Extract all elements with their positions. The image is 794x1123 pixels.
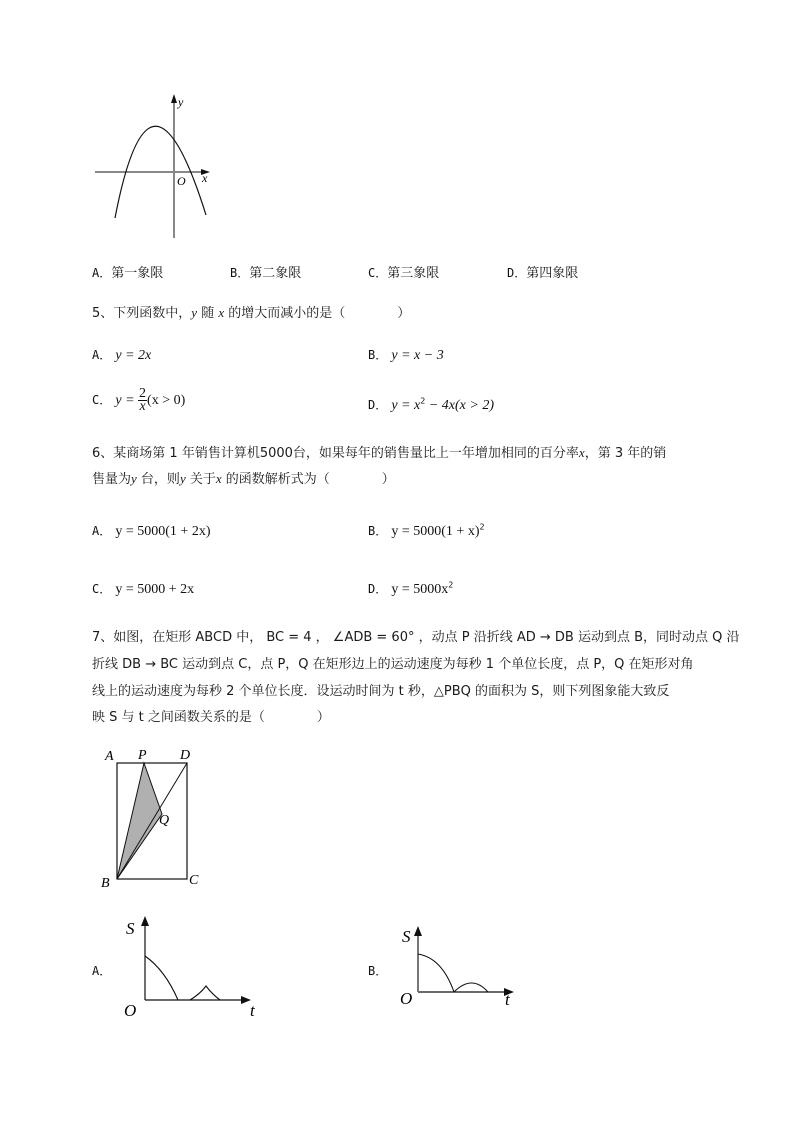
superscript: 2 xyxy=(448,580,454,590)
label-b: B xyxy=(101,876,110,888)
s-axis-label: S xyxy=(402,927,411,946)
option-label: C． xyxy=(92,582,112,596)
option-label: B． xyxy=(368,348,388,362)
var-y: y xyxy=(179,471,186,486)
q5-option-c[interactable] xyxy=(92,388,185,413)
option-label: D． xyxy=(368,582,388,596)
curve-segment-2 xyxy=(190,986,220,1000)
q6-option-a[interactable] xyxy=(92,522,211,540)
option-text: 第三象限 xyxy=(387,266,440,281)
option-label: C． xyxy=(92,393,112,407)
q7-stem-line-2: 折线 DB → BC 运动到点 C，点 P，Q 在矩形边上的运动速度为每秒 1 个单位长度，点 P，Q 在矩形对角 xyxy=(92,657,694,672)
var-y: y xyxy=(131,471,137,486)
option-formula: y = x − 3 xyxy=(391,348,444,363)
q5-option-a[interactable] xyxy=(92,346,151,364)
y-axis-arrow-icon xyxy=(171,94,177,103)
stem-text: 下列函数中， xyxy=(113,306,192,321)
q4-parabola-graph xyxy=(88,90,218,245)
option-label: C． xyxy=(368,266,388,280)
option-formula: y = xyxy=(115,393,139,408)
q7-stem-line-4: 映 S 与 t 之间函数关系的是（ ） xyxy=(92,710,330,725)
q7-option-b-graph xyxy=(398,922,528,1014)
question-number: 5、 xyxy=(92,306,114,321)
option-text: 第一象限 xyxy=(111,266,164,281)
option-formula: y = 5000x xyxy=(391,582,449,597)
diagonal-bd xyxy=(117,763,187,879)
curve-segment-2 xyxy=(454,983,488,992)
question-number: 6、 xyxy=(92,446,114,461)
y-axis-label: y xyxy=(178,95,184,109)
q5-option-b[interactable] xyxy=(368,346,444,364)
stem-text: 某商场第 1 年销售计算机5000台，如果每年的销售量比上一年增加相同的百分率 xyxy=(113,446,579,461)
q4-option-b[interactable] xyxy=(230,262,301,281)
x-axis-label: x xyxy=(202,171,208,185)
label-d: D xyxy=(180,748,191,763)
label-a: A xyxy=(105,749,114,764)
var-y: y xyxy=(191,305,198,320)
option-label: A． xyxy=(92,964,112,978)
stem-text: 台，则 xyxy=(136,472,180,487)
label-p: P xyxy=(138,748,147,763)
q7-rectangle-figure xyxy=(96,742,216,888)
stem-text: 的函数解析式为（ ） xyxy=(221,472,395,487)
superscript: 2 xyxy=(479,522,485,532)
q7-stem-line-3: 线上的运动速度为每秒 2 个单位长度．设运动时间为 t 秒，△PBQ 的面积为 S，则下列图象能大致反 xyxy=(92,684,670,699)
option-label: B． xyxy=(230,266,250,280)
q6-option-d[interactable] xyxy=(368,580,453,598)
origin-label: O xyxy=(177,174,186,188)
superscript: 2 xyxy=(420,396,426,406)
option-label: D． xyxy=(368,398,388,412)
option-formula: y = x xyxy=(391,398,421,413)
q4-option-a[interactable] xyxy=(92,262,163,281)
q7-stem-line-1: 7、如图，在矩形 ABCD 中， BC = 4 ， ∠ADB = 60° ，动点 P 沿折线 AD → DB 运动到点 B，同时动点 Q 沿 xyxy=(92,630,740,645)
q7-option-a-graph xyxy=(120,912,270,1022)
q7-option-b[interactable] xyxy=(368,962,387,979)
option-formula: y = 2x xyxy=(115,348,152,363)
q4-option-d[interactable] xyxy=(507,262,578,281)
stem-text: 售量为 xyxy=(92,472,132,487)
option-formula-suffix: (x > 0) xyxy=(147,393,186,408)
curve-segment-1 xyxy=(418,954,454,992)
fraction-numerator: 2 xyxy=(139,386,147,401)
curve-segment-1 xyxy=(145,956,178,1000)
t-axis-label: t xyxy=(505,990,510,1009)
option-formula: y = 5000(1 + 2x) xyxy=(115,524,211,539)
stem-text: 关于 xyxy=(185,472,216,487)
s-axis-label: S xyxy=(126,919,135,938)
option-label: B． xyxy=(368,524,388,538)
var-x: x xyxy=(215,471,222,486)
label-c: C xyxy=(189,873,199,888)
option-label: B． xyxy=(368,964,388,978)
stem-text: 的增大而减小的是（ ） xyxy=(224,306,411,321)
var-x: x xyxy=(218,305,225,320)
option-formula: y = 5000(1 + x) xyxy=(391,524,480,539)
q5-stem xyxy=(92,304,410,322)
q5-option-d[interactable] xyxy=(368,396,494,414)
q7-option-a[interactable] xyxy=(92,962,111,979)
option-text: 第四象限 xyxy=(526,266,579,281)
s-axis-arrow-icon xyxy=(141,916,149,926)
s-axis-arrow-icon xyxy=(414,926,422,936)
q6-option-b[interactable] xyxy=(368,522,485,540)
q6-option-c[interactable] xyxy=(92,580,194,598)
option-label: A． xyxy=(92,524,112,538)
option-formula-suffix: − 4x(x > 2) xyxy=(425,398,494,413)
shaded-triangle-pbq xyxy=(117,763,162,879)
fraction-denominator: x xyxy=(139,399,146,414)
option-formula: y = 5000 + 2x xyxy=(115,582,195,597)
t-axis-label: t xyxy=(250,1001,255,1020)
q6-stem-line-1 xyxy=(92,444,666,462)
origin-label: O xyxy=(124,1001,137,1020)
fraction xyxy=(138,388,147,413)
origin-label: O xyxy=(400,989,413,1008)
stem-text: 随 xyxy=(197,306,219,321)
option-label: A． xyxy=(92,266,112,280)
var-x: x xyxy=(578,445,585,460)
option-label: A． xyxy=(92,348,112,362)
stem-text: ，第 3 年的销 xyxy=(584,446,667,461)
option-text: 第二象限 xyxy=(249,266,302,281)
option-label: D． xyxy=(507,266,527,280)
q4-option-c[interactable] xyxy=(368,262,439,281)
label-q: Q xyxy=(159,813,170,828)
q6-stem-line-2 xyxy=(92,470,395,488)
